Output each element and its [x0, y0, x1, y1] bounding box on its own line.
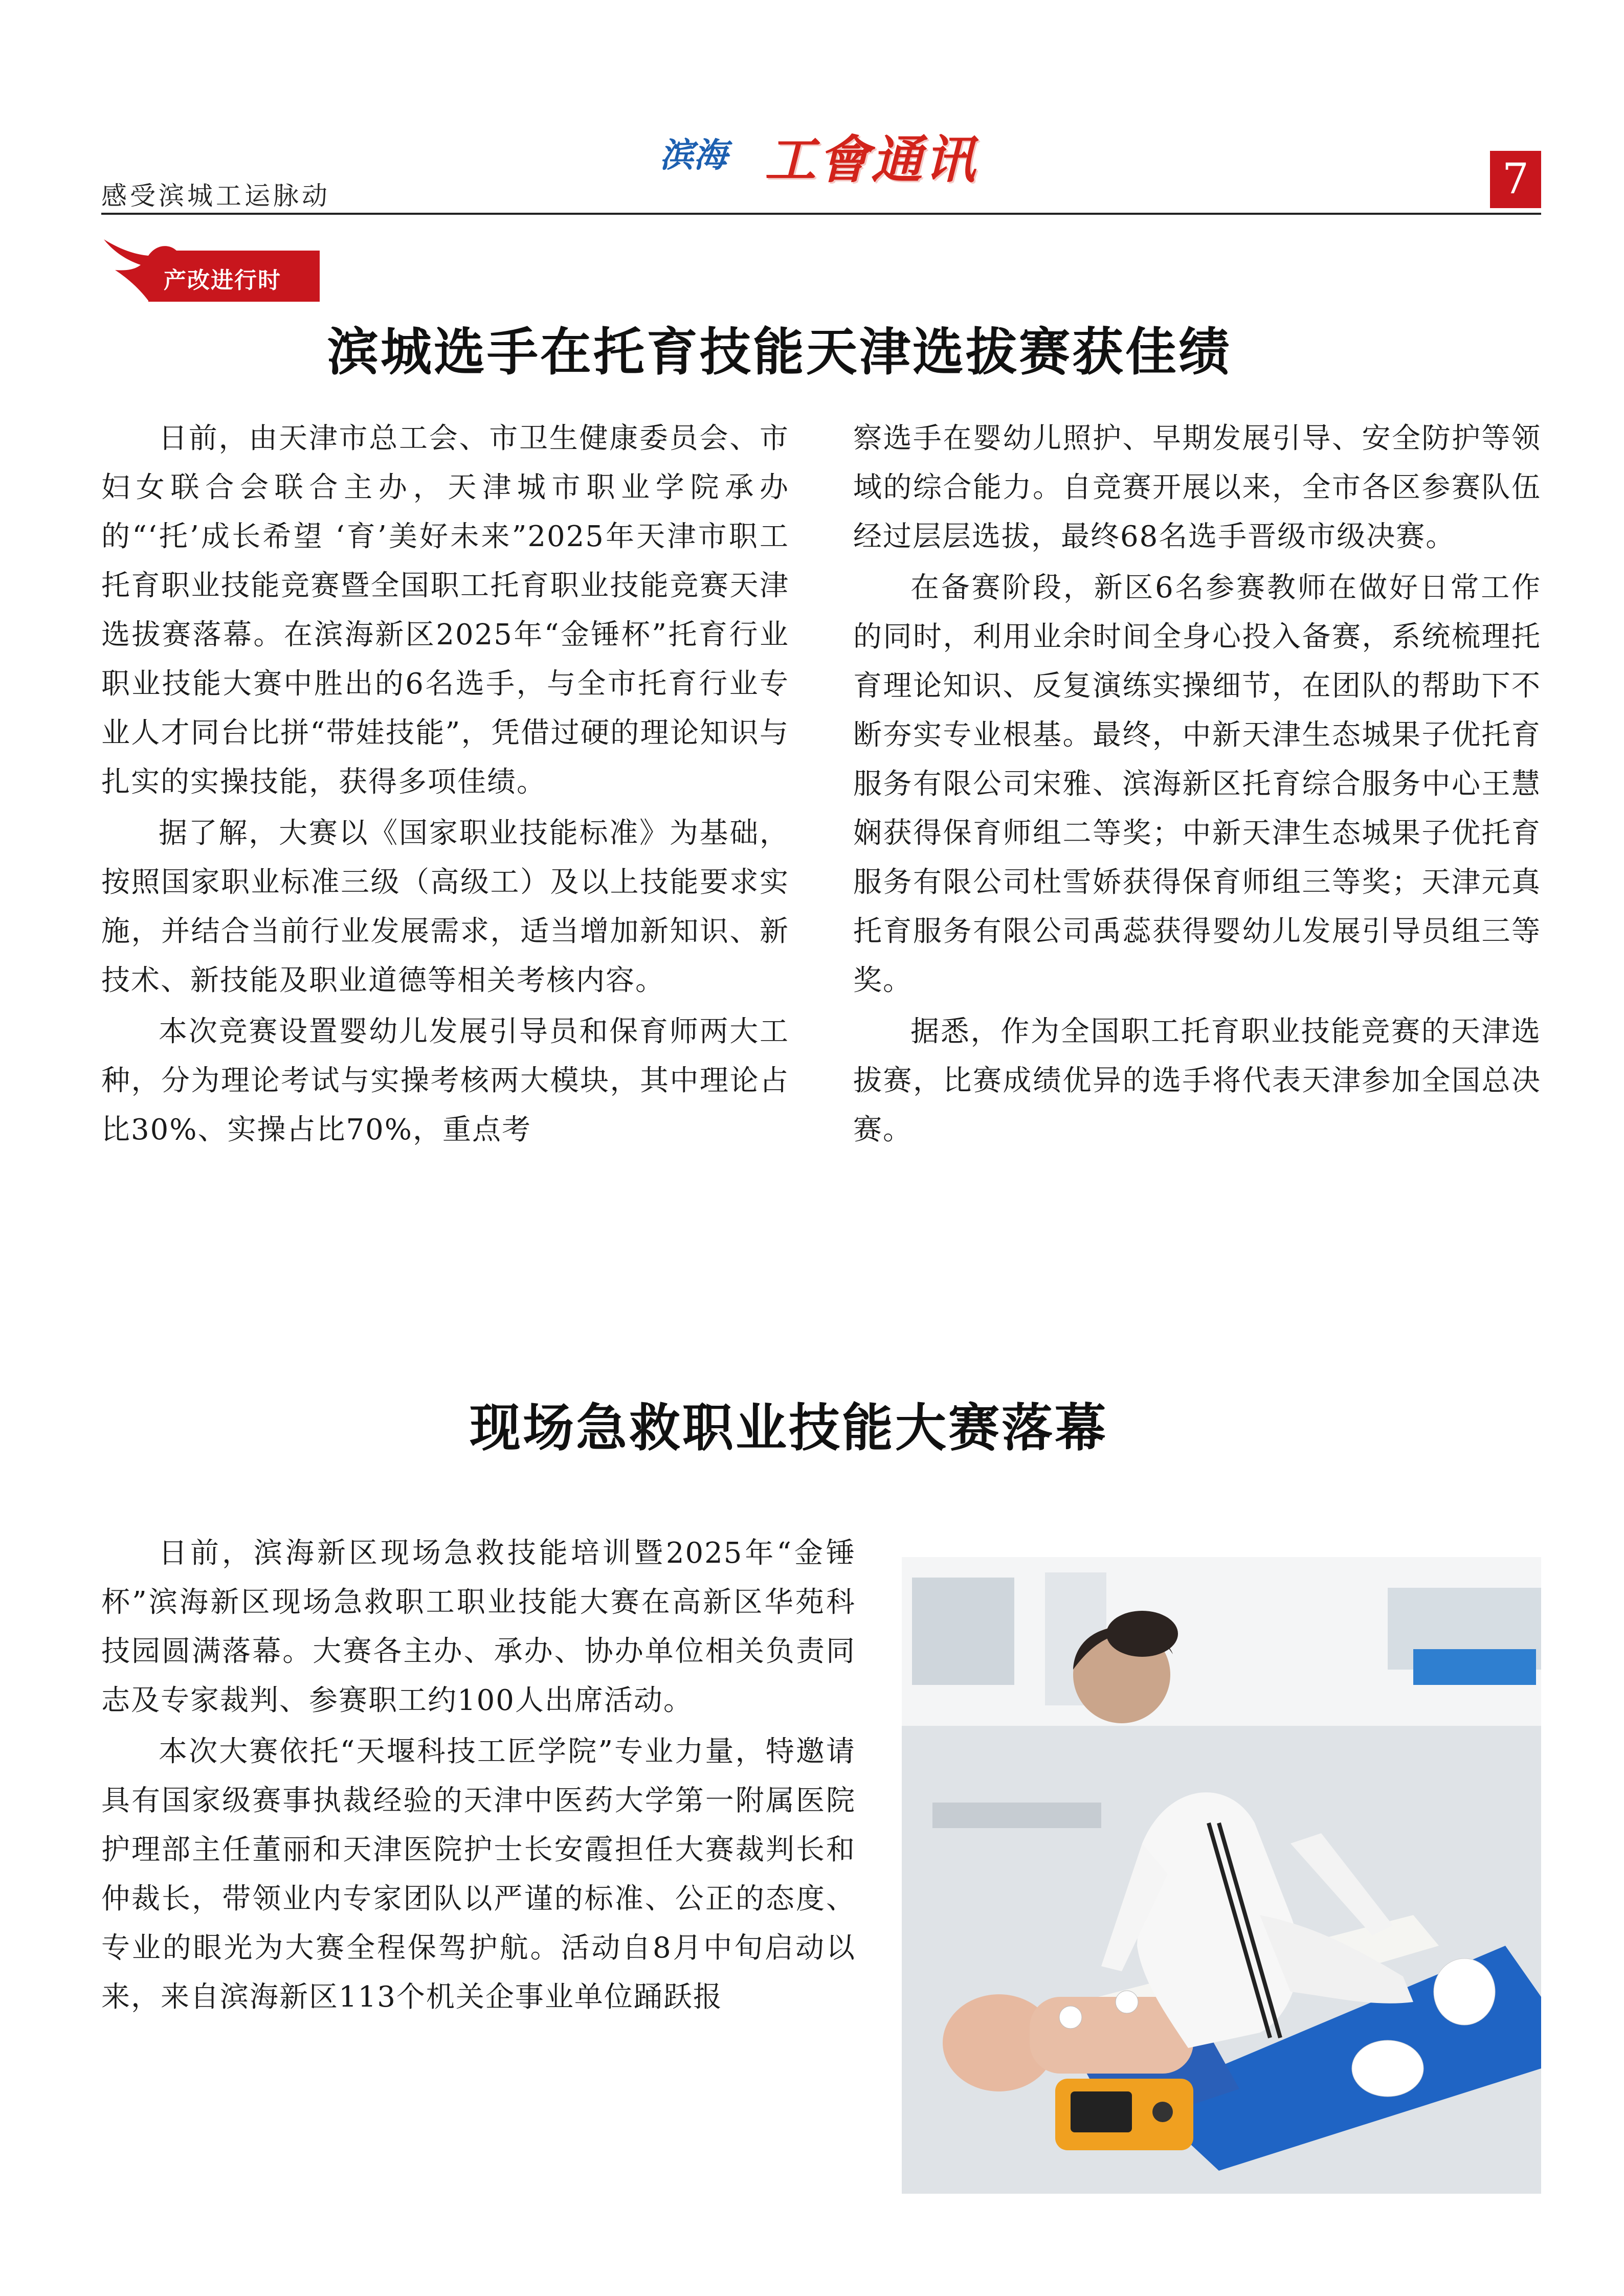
- cpr-competition-photo: [902, 1557, 1541, 2194]
- column-tag-label: 产改进行时: [164, 267, 281, 294]
- masthead-prefix: 滨海: [660, 136, 727, 175]
- article2-column: [101, 1529, 856, 2024]
- article1-column-right: [853, 414, 1541, 1157]
- article1-title: 滨城选手在托育技能天津选拔赛获佳绩: [327, 322, 1232, 382]
- article1-paragraph: 察选手在婴幼儿照护、早期发展引导、安全防护等领域的综合能力。自竞赛开展以来，全市各区参赛队伍经过层层选拔，最终68名选手晋级市级决赛。: [853, 422, 1541, 553]
- section-title: 感受滨城工运脉动: [101, 181, 330, 211]
- article2-paragraph: 本次大赛依托“天堰科技工匠学院”专业力量，特邀请具有国家级赛事执裁经验的天津中医药大学第一附属医院护理部主任董丽和天津医院护士长安霞担任大赛裁判长和仲裁长，带领业内专家团队以严谨的标准、公正的态度、专业的眼光为大赛全程保驾护航。活动自8月中旬启动以来，来自滨海新区113个机关企事业单位踊跃报: [101, 1735, 856, 2014]
- article2-paragraph: 日前，滨海新区现场急救技能培训暨2025年“金锤杯”滨海新区现场急救职工职业技能大赛在高新区华苑科技园圆满落幕。大赛各主办、承办、协办单位相关负责同志及专家裁判、参赛职工约100人出席活动。: [101, 1537, 856, 1717]
- article1-paragraph: 据悉，作为全国职工托育职业技能竞赛的天津选拔赛，比赛成绩优异的选手将代表天津参加全国总决赛。: [853, 1015, 1541, 1146]
- article2-title: 现场急救职业技能大赛落幕: [470, 1398, 1108, 1458]
- article1-column-left: [101, 414, 789, 1157]
- page-number: 7: [1490, 151, 1541, 208]
- article1-paragraph: 据了解，大赛以《国家职业技能标准》为基础，按照国家职业标准三级（高级工）及以上技能要求实施，并结合当前行业发展需求，适当增加新知识、新技术、新技能及职业道德等相关考核内容。: [101, 817, 789, 997]
- article1-paragraph: 在备赛阶段，新区6名参赛教师在做好日常工作的同时，利用业余时间全身心投入备赛，系统梳理托育理论知识、反复演练实操细节，在团队的帮助下不断夯实专业根基。最终，中新天津生态城果子优托育服务有限公司宋雅、滨海新区托育综合服务中心王慧娴获得保育师组二等奖；中新天津生态城果子优托育服务有限公司杜雪娇获得保育师组三等奖；天津元真托育服务有限公司禹蕊获得婴幼儿发展引导员组三等奖。: [853, 571, 1541, 997]
- article1-paragraph: 日前，由天津市总工会、市卫生健康委员会、市妇女联合会联合主办，天津城市职业学院承办的“‘托’成长希望 ‘育’美好未来”2025年天津市职工托育职业技能竞赛暨全国职工托育职业技能竞赛天津选拔赛落幕。在滨海新区2025年“金锤杯”托育行业职业技能大赛中胜出的6名选手，与全市托育行业专业人才同台比拼“带娃技能”，凭借过硬的理论知识与扎实的实操技能，获得多项佳绩。: [101, 422, 789, 799]
- masthead-title: 工會通讯: [765, 129, 977, 190]
- header-rule: [101, 213, 1541, 215]
- article1-paragraph: 本次竞赛设置婴幼儿发展引导员和保育师两大工种，分为理论考试与实操考核两大模块，其中理论占比30%、实操占比70%，重点考: [101, 1015, 789, 1146]
